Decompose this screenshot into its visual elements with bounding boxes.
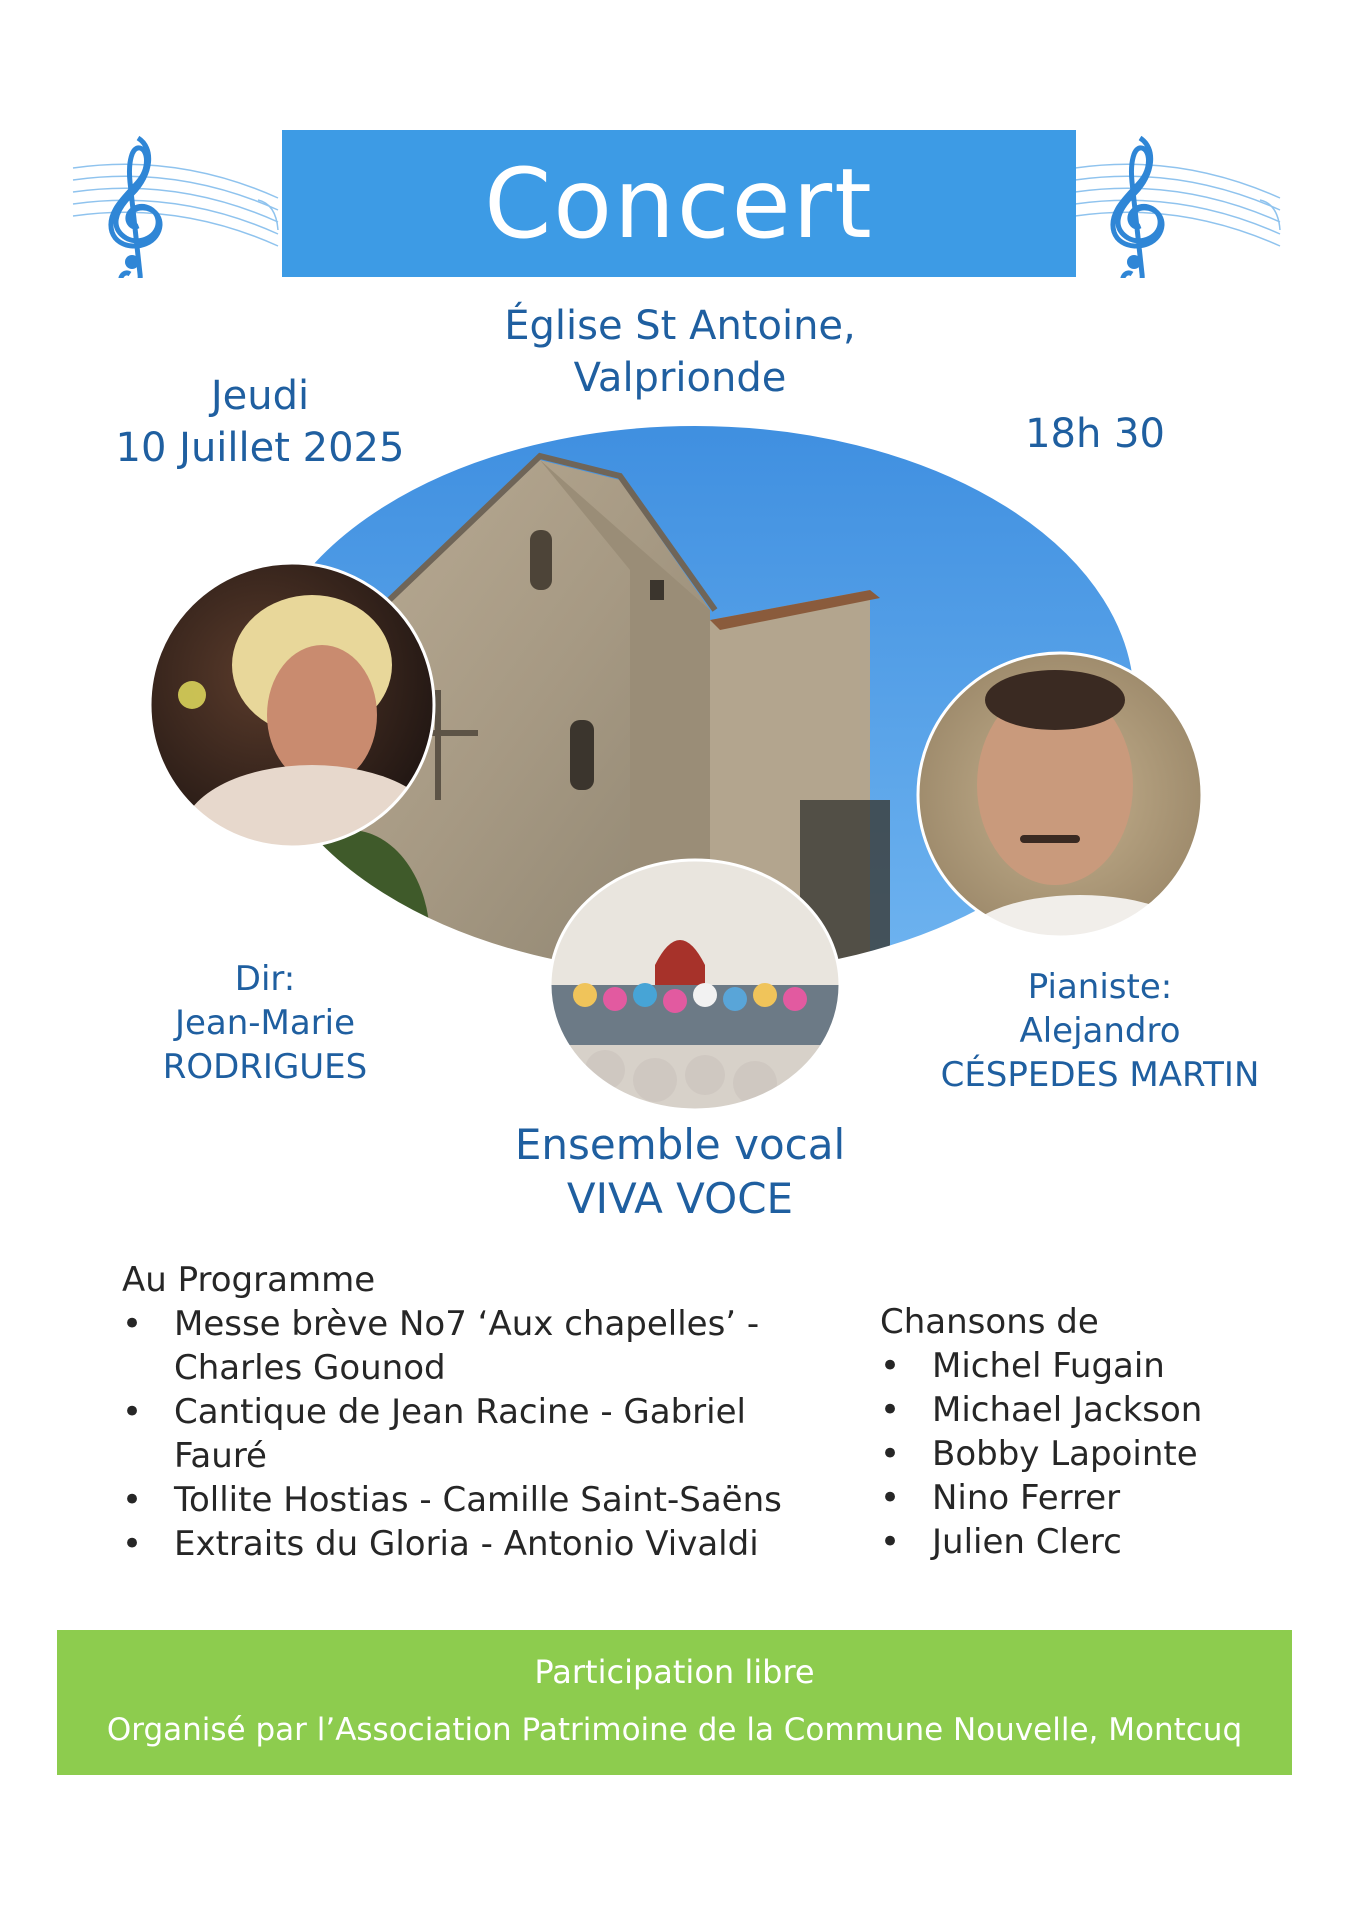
programme-item: • Cantique de Jean Racine - Gabriel Fauré	[122, 1390, 822, 1478]
event-date-text: 10 Juillet 2025	[115, 425, 405, 471]
page-title: Concert	[484, 147, 874, 260]
programme-item: • Tollite Hostias - Camille Saint-Saëns	[122, 1478, 822, 1522]
clef-decoration-left	[68, 128, 288, 278]
treble-clef-icon	[68, 128, 288, 278]
venue-line2: Valprionde	[573, 355, 787, 401]
pianist-photo	[910, 645, 1210, 995]
chansons-heading: Chansons de	[880, 1302, 1099, 1342]
chansons-section	[880, 1300, 1300, 1564]
treble-clef-icon	[1070, 128, 1290, 278]
programme-section	[122, 1258, 822, 1566]
chansons-list	[880, 1344, 1300, 1564]
chansons-item: • Michel Fugain	[880, 1344, 1300, 1388]
programme-item: • Extraits du Gloria - Antonio Vivaldi	[122, 1522, 822, 1566]
venue	[430, 300, 930, 404]
pianist-last-name: CÉSPEDES MARTIN	[940, 1055, 1260, 1095]
footer-line1: Participation libre	[534, 1653, 815, 1691]
footer-line2: Organisé par l’Association Patrimoine de la Commune Nouvelle, Montcuq	[106, 1712, 1243, 1748]
programme-heading: Au Programme	[122, 1260, 376, 1300]
ensemble-line2: VIVA VOCE	[566, 1174, 794, 1223]
chansons-item: • Julien Clerc	[880, 1520, 1300, 1564]
event-time: 18h 30	[1025, 411, 1165, 457]
director-label	[110, 957, 420, 1089]
pianist-first-name: Alejandro	[1019, 1011, 1181, 1051]
director-role: Dir:	[234, 959, 296, 999]
programme-list	[122, 1302, 822, 1566]
pianist-role: Pianiste:	[1027, 967, 1173, 1007]
venue-line1: Église St Antoine,	[504, 303, 856, 349]
title-banner	[282, 130, 1076, 277]
event-day: Jeudi	[210, 373, 310, 419]
footer-band	[57, 1630, 1292, 1775]
chansons-item: • Bobby Lapointe	[880, 1432, 1300, 1476]
ensemble-line1: Ensemble vocal	[514, 1120, 846, 1169]
chansons-item: • Nino Ferrer	[880, 1476, 1300, 1520]
pianist-label	[900, 965, 1300, 1097]
programme-item: • Messe brève No7 ‘Aux chapelles’ - Charles Gounod	[122, 1302, 822, 1390]
clef-decoration-right	[1070, 128, 1290, 278]
director-last-name: RODRIGUES	[162, 1047, 368, 1087]
director-first-name: Jean-Marie	[174, 1003, 356, 1043]
ensemble-name	[440, 1118, 920, 1226]
chansons-item: • Michael Jackson	[880, 1388, 1300, 1432]
